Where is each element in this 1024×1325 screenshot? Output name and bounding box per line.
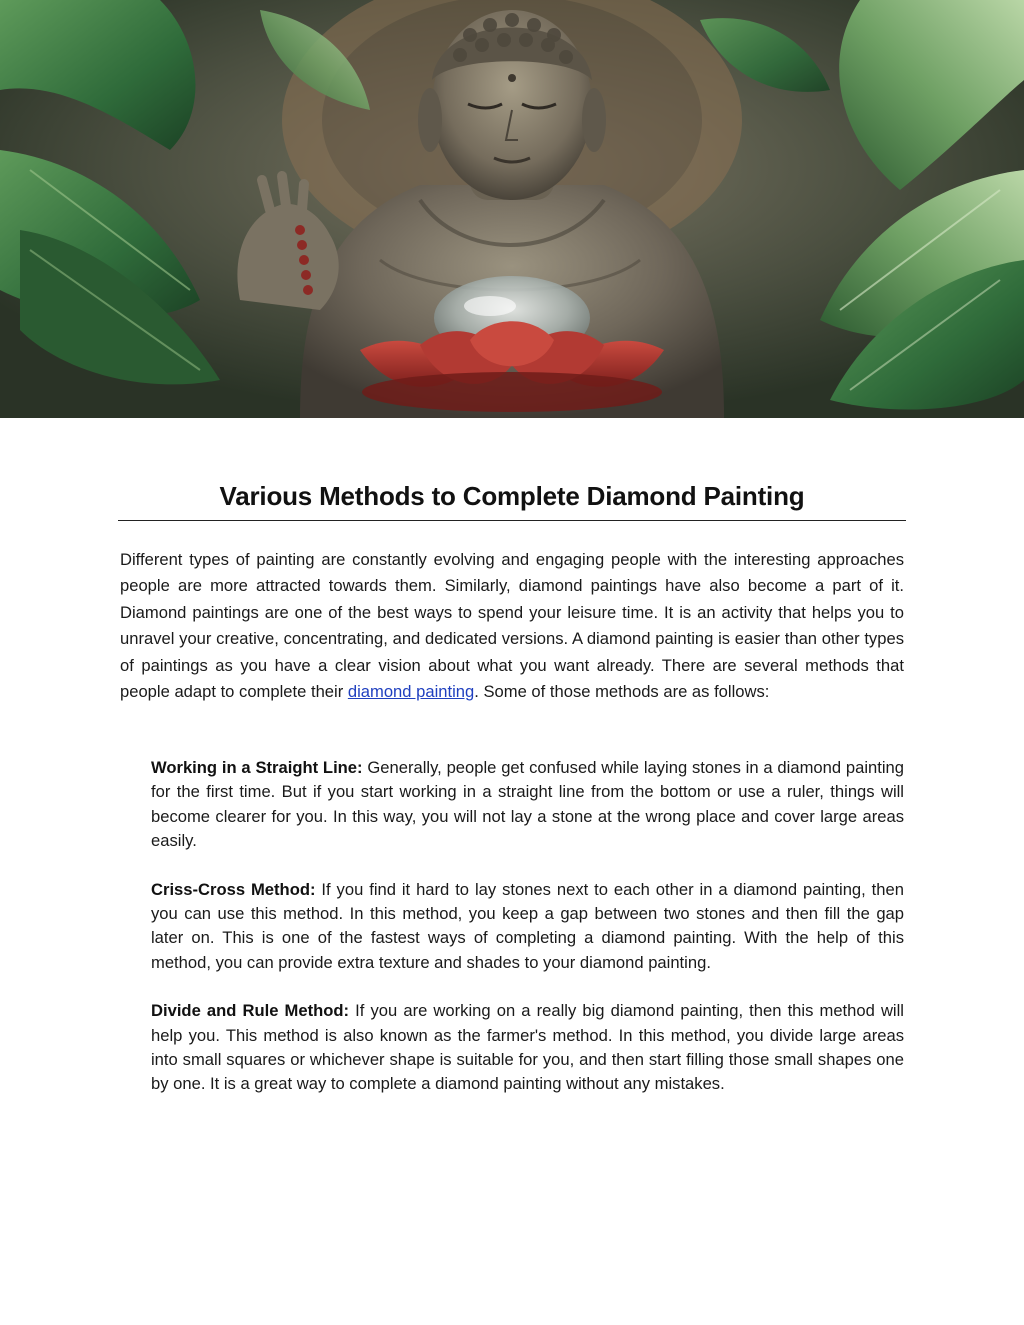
hero-image [0,0,1024,418]
title-rule [118,478,906,521]
method-text: Generally, people get confused while laying stones in a diamond painting for the first time. But if you start working in a straight line from the bottom or use a ruler, things will become clearer for you. In this way, you will not lay a stone at the wrong place and cover large areas easily. [151,758,905,851]
method-text: If you find it hard to lay stones next to each other in a diamond painting, then you can use this method. In this method, you keep a gap between two stones and then fill the gap later on. This is one of the fastest ways of completing a diamond painting. With the help of this method, you can provide extra texture and shades to your diamond painting. [151,879,904,972]
method-heading: Working in a Straight Line: [151,758,363,777]
intro-text-after-link: . Some of those methods are as follows: [474,682,770,702]
method-heading: Divide and Rule Method: [151,1001,350,1021]
method-heading: Criss-Cross Method: [151,879,316,899]
method-divide-and-rule [151,999,904,1097]
intro-paragraph [120,547,904,705]
method-straight-line [151,756,904,854]
page-title: Various Methods to Complete Diamond Painting [219,481,805,511]
method-text: If you are working on a really big diamond painting, then this method will help you. This method is also known as the farmer's method. In this method, you divide large areas into small squares or whichever shape is suitable for you, and then start filling those small shapes one by one. It is a great way to complete a diamond painting without any mistakes. [151,1001,904,1094]
methods-list [151,756,904,1121]
diamond-painting-link[interactable]: diamond painting [347,682,475,702]
buddha-illustration [0,0,1024,418]
method-criss-cross [151,878,904,976]
intro-text-before-link: Different types of painting are constantly evolving and engaging people with the interesting approaches people are more attracted towards them. Similarly, diamond paintings have also become a part of it. Diamond paintings are one of the best ways to spend your leisure time. It is an activity that helps you to unravel your creative, concentrating, and dedicated versions. A diamond painting is easier than other types of paintings as you have a clear vision about what you want already. There are several methods that people adapt to complete their [120,550,904,702]
